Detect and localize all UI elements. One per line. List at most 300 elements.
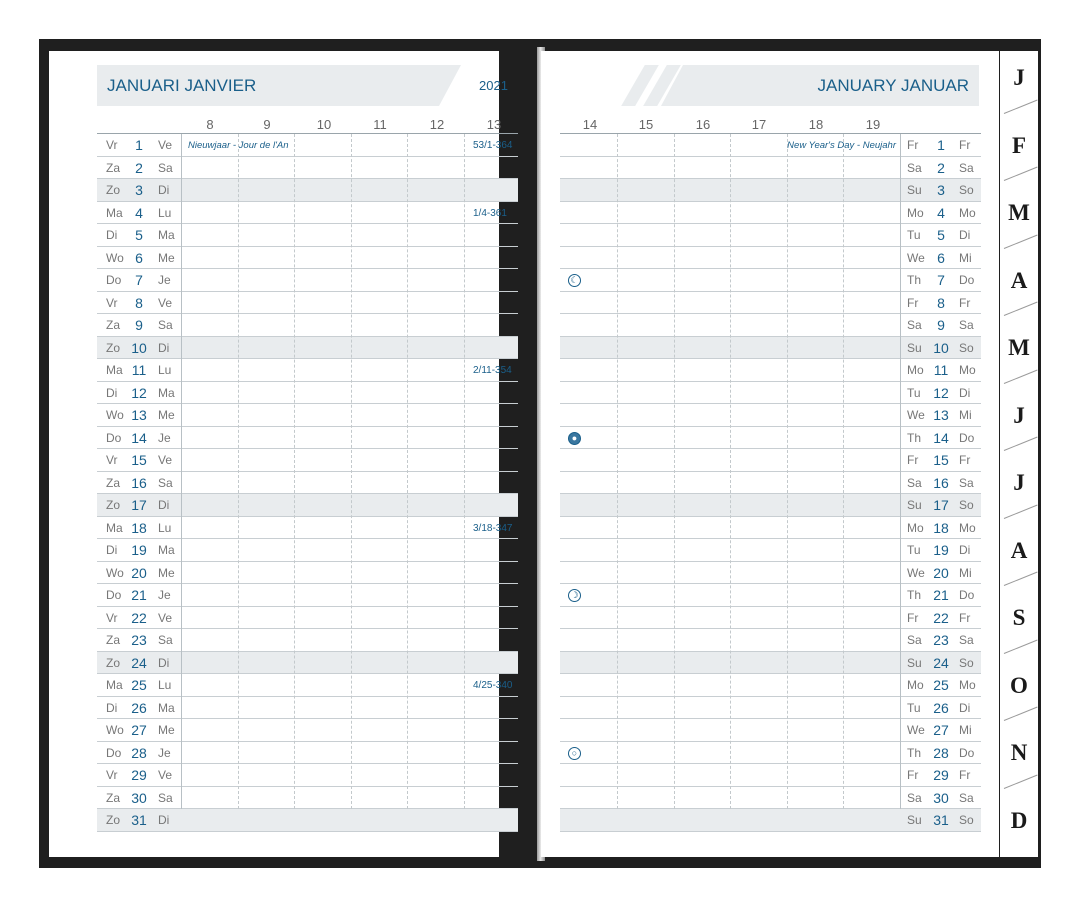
weekday-nl: Di [106,543,118,557]
weekday-de: Sa [959,790,974,805]
day-row [560,719,981,742]
day-row [560,472,981,495]
hour-label: 11 [373,117,387,132]
month-tab-letter: S [1012,605,1026,630]
day-number: 11 [933,362,949,378]
day-number: 8 [135,294,143,311]
weekday-nl: Do [106,588,122,602]
day-number: 8 [937,294,945,311]
day-number: 28 [933,744,949,761]
day-row [560,134,981,157]
day-row [97,494,518,517]
weekday-de: Mo [959,363,976,377]
column-divider [238,134,239,809]
day-row [560,157,981,180]
day-number: 26 [933,699,949,716]
month-tab-letter: J [1013,470,1025,495]
day-number: 4 [135,204,143,221]
day-row [560,584,981,607]
year-label: 2021 [479,78,508,93]
day-number: 10 [131,339,147,356]
weekday-fr: Me [158,408,175,422]
weekday-fr: Di [158,183,170,197]
weekday-de: So [959,340,974,355]
weekday-fr: Lu [158,678,172,692]
day-number: 30 [933,789,949,806]
weekday-fr: Di [158,813,170,827]
weekday-en: We [907,565,925,580]
weekday-de: Di [959,385,971,400]
weekday-de: Mo [959,520,976,535]
weekday-fr: Ve [158,295,173,310]
day-number: 5 [135,227,143,243]
day-number: 21 [131,587,147,603]
month-tab-letter: M [1008,335,1030,360]
weekday-nl: Za [106,633,121,647]
weekday-en: Su [907,813,922,827]
day-number: 20 [933,564,949,581]
day-number: 14 [933,429,949,446]
day-row [97,562,518,585]
day-row [560,404,981,427]
day-number: 22 [131,609,147,626]
column-divider [730,134,731,809]
day-row [560,697,981,720]
day-row [560,269,981,292]
day-row [97,607,518,630]
weekday-nl: Zo [106,340,121,355]
day-number: 16 [933,474,949,491]
right-page [541,51,999,857]
weekday-de: Do [959,745,975,760]
weekday-nl: Do [106,273,122,287]
day-row [97,742,518,765]
month-tab-letter: J [1013,65,1025,90]
weekday-en: Tu [907,543,921,557]
hour-label: 16 [695,117,711,132]
weekday-nl: Za [106,318,121,332]
weekday-nl: Vr [106,610,118,625]
hour-label: 13 [486,117,502,132]
weekday-de: So [959,655,974,670]
weekday-de: So [959,498,974,512]
weekday-de: Do [959,430,975,445]
day-row [97,764,518,787]
weekday-en: Tu [907,228,921,242]
day-number: 2 [937,159,945,176]
week-number-label: 2/11-354 [473,365,512,376]
weekday-nl: Wo [106,408,124,422]
left-page [49,51,513,857]
day-row [97,337,518,360]
day-row [97,674,518,697]
column-divider [900,134,901,809]
day-row [560,247,981,270]
day-number: 12 [131,384,147,401]
weekday-fr: Je [158,273,171,287]
day-row [97,269,518,292]
weekday-en: Tu [907,700,921,715]
day-number: 18 [131,519,147,536]
weekday-nl: Za [106,790,121,805]
weekday-en: Tu [907,385,921,400]
day-grid-right [560,133,981,828]
holiday-label: New Year's Day - Neujahr [787,140,896,151]
weekday-fr: Sa [158,318,173,332]
month-tab-letter: F [1011,132,1027,158]
hour-labels [97,117,518,131]
month-tab-letter: J [1013,402,1025,428]
weekday-en: Fr [907,295,919,310]
day-row [560,787,981,810]
day-row [560,494,981,517]
weekday-de: Sa [959,633,974,647]
day-number: 21 [933,587,949,603]
weekday-nl: Za [106,160,121,175]
hour-label: 14 [582,117,598,132]
month-tab-letter: N [1010,740,1028,765]
day-row [97,179,518,202]
weekday-de: Do [959,588,975,602]
hour-label: 8 [206,117,214,132]
hour-label: 18 [808,117,824,132]
day-number: 6 [937,249,945,266]
weekday-nl: Ma [106,205,123,220]
day-row [97,629,518,652]
day-number: 7 [135,272,143,288]
hour-label: 12 [429,117,445,132]
month-title-en-de: JANUARY JANUAR [817,76,969,95]
weekday-fr: Sa [158,475,173,490]
weekday-de: Fr [959,610,971,625]
weekday-en: Sa [907,160,922,175]
weekday-nl: Di [106,700,118,715]
month-title-nl-fr: JANUARI JANVIER [107,76,257,95]
day-number: 10 [933,339,949,356]
weekday-en: Fr [907,768,919,782]
weekday-en: Mo [907,363,924,377]
weekday-en: Th [907,430,922,445]
month-tab-letter: A [1010,267,1028,293]
weekday-fr: Me [158,250,175,265]
weekday-fr: Ve [158,138,173,152]
day-row [560,179,981,202]
weekday-en: Su [907,498,922,512]
weekday-nl: Zo [106,183,121,197]
weekday-nl: Do [106,430,122,445]
day-number: 5 [937,227,945,243]
weekday-fr: Je [158,588,171,602]
column-divider [407,134,408,809]
weekday-nl: Zo [106,813,121,827]
day-number: 25 [933,677,949,693]
weekday-fr: Ma [158,543,175,557]
day-number: 11 [131,362,147,378]
month-tab[interactable] [1000,659,1038,726]
day-number: 13 [131,407,147,423]
weekday-fr: Sa [158,790,173,805]
weekday-fr: Ve [158,610,173,625]
day-row [97,517,518,540]
weekday-en: Fr [907,138,919,152]
day-number: 1 [937,137,945,153]
day-number: 7 [937,272,945,288]
day-row [560,764,981,787]
weekday-de: Do [959,273,975,287]
month-tab-letter: A [1010,537,1028,563]
holiday-label: Nieuwjaar - Jour de l'An [188,140,289,151]
day-number: 23 [933,632,949,648]
day-row [560,359,981,382]
day-row [97,697,518,720]
day-number: 20 [131,564,147,581]
day-number: 19 [131,542,147,558]
day-row [97,224,518,247]
weekday-en: Sa [907,790,922,805]
weekday-de: Mi [959,250,972,265]
new-moon-icon: ● [568,432,581,445]
weekday-en: Mo [907,205,924,220]
weekday-fr: Di [158,498,170,512]
weekday-en: Sa [907,633,922,647]
weekday-fr: Me [158,565,175,580]
weekday-fr: Ma [158,228,175,242]
weekday-nl: Ma [106,520,123,535]
day-row [97,449,518,472]
day-number: 30 [131,789,147,806]
weekday-de: Fr [959,453,971,467]
hour-label: 9 [263,117,271,132]
day-row [560,202,981,225]
weekday-fr: Sa [158,633,173,647]
column-divider [294,134,295,809]
day-number: 31 [131,812,147,828]
weekday-nl: Di [106,385,118,400]
weekday-de: So [959,183,974,197]
weekday-nl: Vr [106,295,118,310]
month-tab[interactable] [1000,254,1038,321]
day-row [97,427,518,450]
day-row [560,382,981,405]
column-divider [617,134,618,809]
day-row [97,652,518,675]
month-tab-letter: D [1010,807,1028,833]
day-number: 23 [131,632,147,648]
day-number: 15 [131,452,147,468]
day-row [97,314,518,337]
day-number: 3 [135,182,143,198]
weekday-nl: Do [106,745,122,760]
weekday-nl: Zo [106,655,121,670]
day-number: 18 [933,519,949,536]
day-number: 31 [933,812,949,828]
day-number: 1 [135,137,143,153]
day-number: 6 [135,249,143,266]
weekday-en: Fr [907,453,919,467]
weekday-de: Fr [959,295,971,310]
last-quarter-moon-icon: ☾ [568,274,581,287]
weekday-fr: Ma [158,700,175,715]
weekday-de: Di [959,700,971,715]
weekday-nl: Wo [106,565,124,580]
day-number: 29 [933,767,949,783]
column-divider [181,134,182,809]
weekday-en: We [907,723,925,737]
hour-label: 10 [316,117,332,132]
day-number: 4 [937,204,945,221]
weekday-nl: Zo [106,498,121,512]
day-row [97,719,518,742]
day-row [97,134,518,157]
week-number-label: 3/18-347 [473,522,513,534]
day-number: 27 [131,722,147,738]
day-number: 25 [131,677,147,693]
weekday-en: Mo [907,678,924,692]
day-row [560,337,981,360]
hour-label: 15 [638,117,654,132]
hour-label: 19 [865,117,881,132]
weekday-en: We [907,250,925,265]
day-row [97,157,518,180]
weekday-fr: Lu [158,363,172,377]
column-divider [464,134,465,809]
weekday-de: Mo [959,678,976,692]
day-number: 27 [933,722,949,738]
weekday-nl: Wo [106,250,124,265]
day-row [97,292,518,315]
weekday-en: Th [907,273,922,287]
weekday-de: Di [959,228,971,242]
day-row [560,809,981,832]
day-row [560,314,981,337]
day-number: 22 [933,609,949,626]
day-row [97,359,518,382]
month-tab-letter: O [1010,672,1028,698]
day-number: 3 [937,182,945,198]
day-number: 29 [131,767,147,783]
day-number: 14 [131,429,147,446]
day-number: 17 [131,497,147,513]
weekday-en: Su [907,183,922,197]
weekday-fr: Di [158,340,170,355]
month-tab[interactable] [1000,794,1038,861]
weekday-nl: Ma [106,363,123,377]
weekday-en: We [907,408,925,422]
month-tab[interactable] [1000,524,1038,591]
weekday-en: Sa [907,475,922,490]
weekday-nl: Vr [106,138,118,152]
weekday-fr: Lu [158,205,172,220]
weekday-en: Th [907,745,922,760]
day-row [97,584,518,607]
hour-labels [560,117,900,131]
weekday-fr: Me [158,723,175,737]
day-number: 16 [131,474,147,491]
day-row [560,652,981,675]
day-number: 26 [131,699,147,716]
day-row [97,539,518,562]
day-number: 9 [135,317,143,333]
day-row [560,427,981,450]
weekday-en: Th [907,588,922,602]
weekday-fr: Sa [158,160,173,175]
weekday-de: Fr [959,768,971,782]
weekday-fr: Ma [158,385,175,400]
day-row [97,787,518,810]
weekday-fr: Ve [158,768,173,782]
weekday-en: Su [907,655,922,670]
day-number: 19 [933,542,949,558]
column-divider [351,134,352,809]
weekday-en: Fr [907,610,919,625]
weekday-fr: Lu [158,520,172,535]
day-row [97,472,518,495]
day-row [560,517,981,540]
day-row [560,629,981,652]
day-row [560,674,981,697]
weekday-nl: Za [106,475,121,490]
weekday-fr: Je [158,745,171,760]
week-number-label: 1/4-361 [473,207,507,219]
day-row [97,404,518,427]
hour-label: 17 [751,117,767,132]
month-index-tabs [1000,51,1038,857]
day-grid-left [97,133,518,828]
day-number: 2 [135,159,143,176]
day-row [97,247,518,270]
column-divider [843,134,844,809]
weekday-de: Fr [959,138,971,152]
day-number: 12 [933,384,949,401]
month-tab[interactable] [1000,389,1038,456]
day-row [560,742,981,765]
day-row [560,607,981,630]
month-tab[interactable] [1000,119,1038,186]
day-row [560,539,981,562]
day-number: 24 [933,654,949,671]
weekday-fr: Di [158,655,170,670]
agenda-book [39,39,1041,868]
day-row [97,809,518,832]
day-number: 13 [933,407,949,423]
day-number: 9 [937,317,945,333]
weekday-nl: Vr [106,453,118,467]
weekday-fr: Ve [158,453,173,467]
month-tab-letter: M [1008,200,1030,225]
weekday-nl: Di [106,228,118,242]
column-divider [787,134,788,809]
weekday-de: Mi [959,565,972,580]
weekday-de: Mo [959,205,976,220]
day-row [560,292,981,315]
weekday-nl: Vr [106,768,118,782]
day-row [560,562,981,585]
weekday-de: Mi [959,408,972,422]
weekday-en: Sa [907,318,922,332]
weekday-nl: Wo [106,723,124,737]
day-number: 17 [933,497,949,513]
weekday-de: Sa [959,318,974,332]
day-row [560,224,981,247]
first-quarter-moon-icon: ☽ [568,589,581,602]
full-moon-icon: ○ [568,747,581,760]
weekday-de: So [959,813,974,827]
weekday-fr: Je [158,430,171,445]
day-row [560,449,981,472]
day-number: 28 [131,744,147,761]
weekday-nl: Ma [106,678,123,692]
weekday-de: Mi [959,723,972,737]
